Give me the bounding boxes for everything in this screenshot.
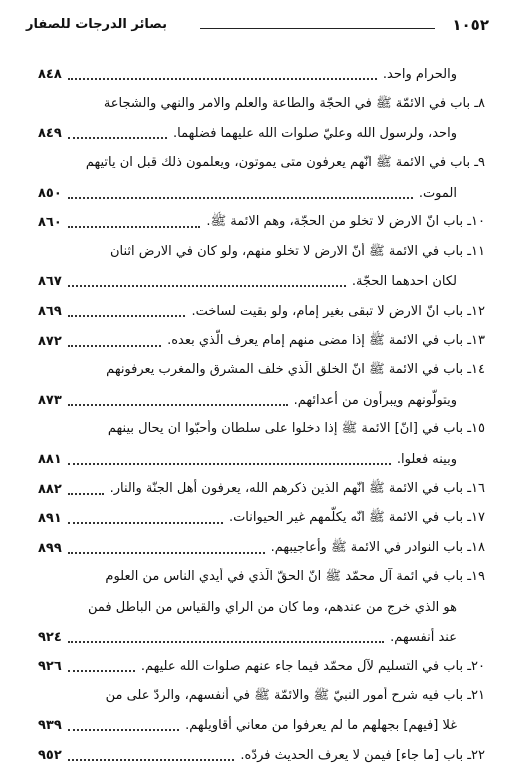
dot-leader	[68, 521, 223, 524]
toc-line	[34, 681, 485, 711]
toc-page-number: ٨٩١	[38, 511, 62, 527]
toc-line	[34, 504, 485, 534]
dot-leader	[68, 344, 161, 347]
toc-page-number: ٨٥٠	[38, 185, 62, 201]
dot-leader	[68, 758, 235, 761]
toc-entry-text: هو الّذي خرج من عندهم، وما كان من الراي والقياس من الباطل فمن	[87, 599, 457, 615]
toc-line	[34, 711, 485, 741]
toc-line	[34, 593, 485, 623]
toc-page-number: ٨٧٣	[38, 392, 62, 408]
toc-page-number: ٩٥٢	[38, 747, 62, 763]
toc-page-number: ٨٦٩	[38, 304, 62, 320]
toc-entry-text: ١٩ـ باب في ائمة آل محمّد ﷺ انّ الحقّ الّذي في أيدي الناس من العلوم	[105, 569, 485, 585]
toc-line	[34, 622, 485, 652]
book-title: بصائر الدرجات للصفار	[26, 17, 167, 32]
toc-line	[34, 356, 485, 386]
toc-line	[34, 563, 485, 593]
toc-line	[34, 60, 485, 90]
toc-entry-text: والحرام واحد.	[382, 67, 457, 83]
dot-leader	[68, 728, 179, 731]
dot-leader	[68, 492, 104, 495]
toc-line	[34, 238, 485, 268]
toc-line	[34, 534, 485, 564]
toc-line	[34, 652, 485, 682]
toc-page-number: ٨٤٩	[38, 126, 62, 142]
dot-leader	[68, 640, 384, 643]
toc-entry-text: ٨ـ باب في الائمّة ﷺ في الحجّة والطاعة والعلم والامر والنهي والشجاعة	[103, 95, 485, 111]
toc-line	[34, 119, 485, 149]
dot-leader	[68, 196, 413, 199]
toc-page-number: ٨٤٨	[38, 67, 62, 83]
toc-line	[34, 267, 485, 297]
toc-entry-text: ١٠ـ باب انّ الارض لا تخلو من الحجّة، وهم الائمة ﷺ.	[206, 214, 485, 230]
toc-line	[34, 474, 485, 504]
toc-entry-text: ٢٢ـ باب [ما جاء] فيمن لا يعرف الحديث فردّه.	[240, 747, 485, 763]
toc-entry-text: ١١ـ باب في الائمة ﷺ أنّ الارض لا تخلو منهم، ولو كان في الارض اثنان	[109, 243, 485, 259]
toc-entry-text: لكان احدهما الحجّة.	[351, 274, 457, 290]
toc-entry-text: واحد، ولرسول الله وعليّ صلوات الله عليهما فضلهما.	[173, 126, 457, 142]
toc-entry-text: ١٤ـ باب في الائمة ﷺ انّ الخلق الّذي خلف المشرق والمغرب يعرفونهم	[106, 362, 485, 378]
toc-entry-text: ٩ـ باب في الائمة ﷺ انّهم يعرفون متى يموتون، ويعلمون ذلك قبل ان ياتيهم	[85, 155, 485, 171]
dot-leader	[68, 551, 265, 554]
toc-page-number: ٩٢٤	[38, 629, 62, 645]
toc-entry-text: ٢٠ـ باب في التسليم لآل محمّد فيما جاء عنهم صلوات الله عليهم.	[140, 659, 485, 675]
toc-page-number: ٨٦٠	[38, 215, 62, 231]
dot-leader	[68, 669, 135, 672]
toc-entry-text: غلا [فيهم] بجهلهم ما لم يعرفوا من معاني أقاويلهم.	[185, 718, 457, 734]
dot-leader	[68, 77, 377, 80]
toc-entry-text: ١٣ـ باب في الائمة ﷺ إذا مضى منهم إمام يعرف الّذي بعده.	[167, 332, 485, 348]
dot-leader	[68, 225, 201, 228]
toc-line	[34, 297, 485, 327]
toc-line	[34, 386, 485, 416]
toc-line	[34, 445, 485, 475]
toc-page-number: ٨٧٢	[38, 333, 62, 349]
header-rule	[200, 28, 435, 29]
page-header	[26, 16, 489, 38]
toc-page-number: ٨٨٢	[38, 481, 62, 497]
page-number: ١٠٥٢	[452, 16, 489, 34]
table-of-contents	[34, 60, 485, 770]
toc-page-number: ٨٦٧	[38, 274, 62, 290]
toc-page-number: ٨٩٩	[38, 540, 62, 556]
dot-leader	[68, 314, 186, 317]
toc-line	[34, 326, 485, 356]
dot-leader	[68, 403, 288, 406]
toc-entry-text: ١٥ـ باب في [انّ] الائمة ﷺ إذا دخلوا على سلطان وأحبّوا ان يحال بينهم	[107, 421, 485, 437]
toc-page-number: ٩٣٩	[38, 718, 62, 734]
toc-entry-text: ٢١ـ باب فيه شرح أمور النبيّ ﷺ والائمّة ﷺ في أنفسهم، والردّ على من	[105, 687, 485, 703]
toc-entry-text: ١٢ـ باب انّ الارض لا تبقى بغير إمام، ولو بقيت لساخت.	[191, 304, 485, 320]
dot-leader	[68, 284, 346, 287]
toc-entry-text: ١٨ـ باب النوادر في الائمة ﷺ وأعاجيبهم.	[270, 539, 485, 555]
toc-entry-text: ويتولّونهم ويبرأون من أعدائهم.	[293, 392, 457, 408]
toc-line	[34, 415, 485, 445]
toc-entry-text: ١٦ـ باب في الائمة ﷺ انّهم الذين ذكرهم الله، يعرفون أهل الجنّة والنار.	[109, 480, 485, 496]
toc-line	[34, 741, 485, 770]
toc-entry-text: عند أنفسهم.	[390, 629, 457, 645]
toc-line	[34, 208, 485, 238]
toc-page-number: ٩٢٦	[38, 659, 62, 675]
toc-line	[34, 90, 485, 120]
dot-leader	[68, 462, 391, 465]
toc-line	[34, 178, 485, 208]
dot-leader	[68, 136, 167, 139]
toc-line	[34, 149, 485, 179]
toc-page-number: ٨٨١	[38, 452, 62, 468]
toc-entry-text: وبينه فعلوا.	[396, 452, 457, 468]
toc-entry-text: الموت.	[418, 185, 457, 201]
toc-entry-text: ١٧ـ باب في الائمة ﷺ انّه يكلّمهم غير الحيوانات.	[228, 510, 485, 526]
